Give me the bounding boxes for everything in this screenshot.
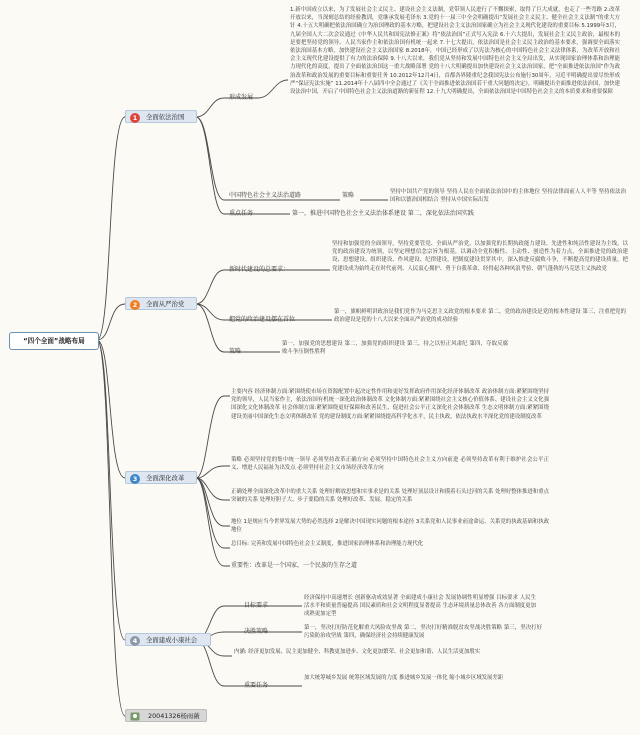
link-root-t5 <box>97 340 125 716</box>
label-new-era: 新时代建设的总要求： <box>229 266 290 273</box>
topic-label: 20041326杨雨薇 <box>148 712 200 720</box>
link-t2-newera <box>196 270 296 304</box>
text-connotation: 内涵: 经济更加发展、民主更加健全、科教更加进步、文化更加繁荣、社会更加和谐、人民生活更加殷实 <box>234 649 481 655</box>
label-party-strategy: 策略 <box>229 348 242 355</box>
text-formation: 1.新中国成立以来，为了发展社会主义民主、建设社会主义法制，党带领人民进行了不懈探索，取得了巨大成就，也走了一些弯路 2.改革开放以来，当深刻总结的经验教训，党继承发展毛泽东 3.党的十一届三中全会明确提出“发展社会主义民主、健全社会主义法制”的重大方针 4.十五大明确把依法治国确立为治国理政的基本方略，把建设社会主义法治国家确立为社会主义现代化建设的重要目标 5.1999年3月，九届全国人大二次会议通过《中华人民共和国宪法修正案》将“依法治国”正式写入宪法 6.十六大提出，发展社会主义民主政治，最根本的是要把坚持党的领导、人民当家作主和依法治国有机统一起来 7.十七大提出，依法治国是社会主义民主政治的基本要求，强调要全面落实依法治国基本方略，加快建设社会主义法治国家 8.2018年，中国已经形成了以宪法为核心的中国特色社会主义法律体系，为改革开放和社会主义现代化建设提供了有力的法治保障 9.十八大以来，我们党从坚持和发展中国特色社会主义全局出发，从实现国家治理体系和治理能力现代化的高度，提出了全面依法治国这一重大战略部署 党的十八大明确提出加快建设社会主义法治国家，把“全面推进依法治国”作为政治改革和政治发展的重要目标和重要任务 10.2012年12月4日，首都各界隆重纪念我国宪法公布施行30周年，习近平明确提出要尽快形成严“保证宪法实施” 11.2014年十八届四中全会通过了《关于全面推进依法治国若干重大问题的决定》，明确提出全面推进依法治国，加快建设法治中国，开启了中国特色社会主义法治道路的新征程 12.十九大明确提出，全面依法治国是中国特色社会主义的本质要求和重要保障 <box>290 7 620 96</box>
reform-item-content: 主要内容 经济体制方面:紧围绕使市场在资源配置中起决定性作用和更好发挥政府作用深化经济体制改革 政治体制方面:紧紧围绕坚持党的领导，人民当家作主，依法治国有机统一深化政治体制改革 文化体制方面:紧紧围绕社会主义核心价值体系、建设社会主义文化强国深化文化体制改革 社会体制方面:紧紧围绕更好保障和改善民生、促进社会公平正义深化社会体制改革 生态文明体制方面:紧紧围绕建设美丽中国深化生态文明体制改革 党的建设制度方面:紧紧围绕提高科学化水平，民主执政，依法执政水平深化党的建设制度改革 <box>231 389 549 420</box>
text-new-era: 坚持和加强党的全面领导，坚持党要管党、全面从严治党，以加强党的长期执政能力建设、先进性和纯洁性建设为主线，以党的政治建设为统领，以坚定理想信念宗旨为根基，以调动全党积极性、主动性、创造性为着力点，全面推进党的政治建设、思想建设、组织建设、作风建设、纪律建设，把制度建设贯穿其中，深入推进反腐败斗争，不断提高党的建设质量，把党建设成为始终走在时代前列、人民衷心拥护、勇于自我革命、经得起各种风浪考验、朝气蓬勃的马克思主义执政党 <box>332 241 628 272</box>
reform-item-relations: 正确处理全面深化改革中的重大关系 处理好解放思想和实事求是的关系 处理好顶层设计和摸着石头过河的关系 处理好整体推进和重点突破的关系 处理好胆子大、步子要稳的关系 处理好改革、发展、稳定的关系 <box>231 489 549 504</box>
link-root-t2 <box>97 304 125 340</box>
topic-label: 全面深化改革 <box>146 474 185 482</box>
number-badge: 2 <box>130 300 140 310</box>
number-badge: 3 <box>130 474 140 484</box>
topic-label: 全面从严治党 <box>146 300 185 308</box>
link-root-t1 <box>97 117 125 340</box>
link-root-t4 <box>97 340 125 640</box>
map-pin-icon <box>130 712 140 721</box>
topic-party-discipline[interactable] <box>125 297 197 310</box>
text-party-strategy: 第一，加强党的思想建设 第二，加强党的组织建设 第三，持之以恒正风肃纪 第四，夺取反腐败斗争压倒性胜利 <box>282 341 508 356</box>
reform-item-goal: 总目标: 完善和发展中国特色社会主义制度，推进国家治理体系和治理能力现代化 <box>231 541 424 547</box>
text-politics-first: 第一，旗帜鲜明讲政治是我们党作为马克思主义政党的根本要求 第二，党的政治建设是党的根本性建设 第三，注重把党的政治建设是党的十八大以来全面从严治党的成功经验 <box>334 309 626 324</box>
label-formation: 形成发展 <box>229 94 254 101</box>
link-root-t3 <box>97 340 125 478</box>
topic-author[interactable] <box>125 709 207 722</box>
text-key-tasks: 第一，推进中国特色社会主义法治体系建设 第二，深化依法治国实践 <box>292 210 474 217</box>
label-decisive: 决胜策略 <box>244 628 269 635</box>
topic-label: 全面依法治国 <box>146 113 185 121</box>
label-road-strategy: 策略 <box>342 192 355 199</box>
link-formation-text <box>258 80 288 98</box>
link-t3-item6 <box>196 478 230 566</box>
topic-label: 全面建成小康社会 <box>146 636 198 644</box>
link-t3-item5 <box>196 478 230 548</box>
text-goal: 经济保持中高速增长 创新驱动成效显著 全面建成小康社会 发展协调性明显增强 目标要求 人民生活水平和质量普遍提高 国民素质和社会文明程度显著提高 生态环境质量总体改善 各方面制度更加成熟更加定型 <box>304 595 536 618</box>
text-key-task: 加大统筹城乡发展 统筹区域发展的力度 推进城乡发展一体化 缩小城乡区域发展差距 <box>304 675 504 681</box>
label-politics-first: 把党的政治建设摆在首位 <box>229 316 296 323</box>
label-goal: 目标要求 <box>244 602 269 609</box>
text-road: 坚持中国共产党的领导 坚持人民在全面依法治国中的主体地位 坚持法律面前人人平等 坚持依法治国和以德治国相结合 坚持从中国实际出发 <box>390 189 626 204</box>
label-key-tasks: 重点任务 <box>229 210 254 217</box>
text-decisive: 第一，坚决打好防范化解重大风险攻坚战 第二，坚决打好精准脱贫攻坚战决胜策略 第三，坚决打好污染防治攻坚战 第四，确保经济社会持续健康发展 <box>304 625 542 640</box>
reform-item-strategy: 策略 必须坚持党的集中统一领导 必须坚持改革正确方向 必须坚持中国特色社会主义方向前进 必须坚持改革有利于维护社会公平正义、增进人民福祉为出发点 必须坚持社会主义市场经济改革方向 <box>231 457 549 472</box>
topic-deepen-reform[interactable] <box>125 471 197 484</box>
label-key-task: 重要任务 <box>244 682 269 689</box>
label-road: 中国特色社会主义法治道路 <box>229 192 302 199</box>
number-badge: 4 <box>130 636 140 646</box>
number-badge: 1 <box>130 113 140 123</box>
root-node[interactable]: “四个全面”战略布局 <box>9 332 99 350</box>
reform-item-status: 地位 1是规应当今世界发展大势的必然选择 2是解决中国现实问题的根本途径 3关系党和人民事业前途命运、关系党的执政基础和执政地位 <box>231 519 549 534</box>
link-t2-strategy <box>196 304 252 352</box>
reform-item-importance: 重要性：改革是一个国家，一个民族的生存之道 <box>231 562 358 569</box>
topic-moderately-prosperous[interactable] <box>125 633 211 646</box>
topic-rule-of-law[interactable] <box>125 110 197 123</box>
